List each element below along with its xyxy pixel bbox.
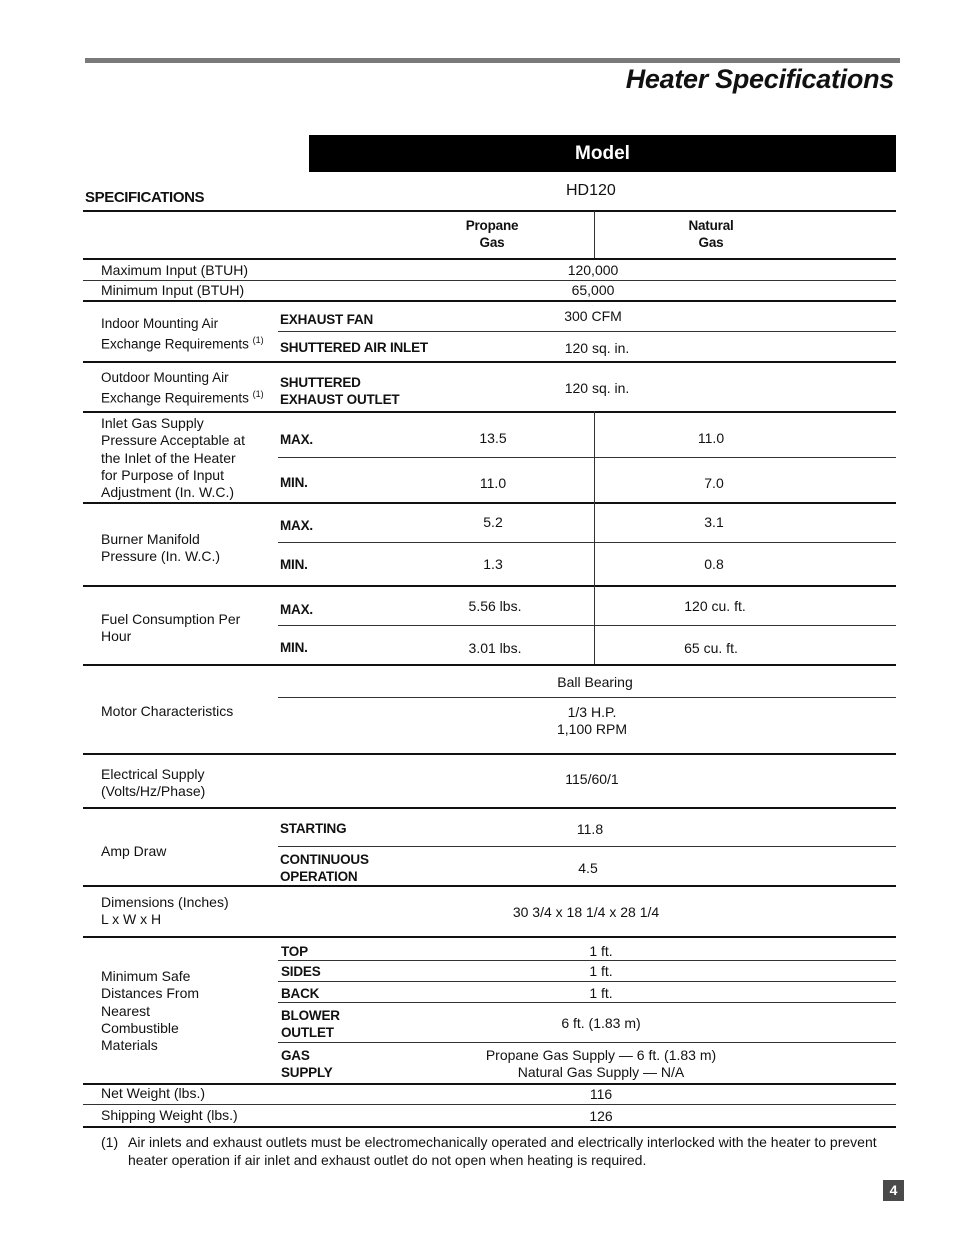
cell-value: 65 cu. ft. — [684, 640, 738, 656]
footnote-ref: (1) — [252, 389, 264, 400]
top-rule — [85, 58, 900, 63]
sub-label: MAX. — [280, 432, 313, 447]
table-rule — [83, 753, 896, 755]
row-label: Net Weight (lbs.) — [101, 1085, 205, 1101]
sub-label: MAX. — [280, 602, 313, 617]
page-number: 4 — [883, 1180, 904, 1201]
table-rule — [278, 1002, 896, 1003]
row-label — [101, 315, 264, 353]
cell-value: Ball Bearing — [557, 674, 633, 690]
cell-value: 120,000 — [567, 262, 619, 278]
cell-value: 300 CFM — [564, 308, 622, 324]
row-label: Dimensions (Inches) L x W x H — [101, 894, 229, 928]
table-rule — [278, 457, 896, 458]
row-label: Shipping Weight (lbs.) — [101, 1107, 238, 1123]
sub-label: MIN. — [280, 640, 308, 655]
table-rule — [83, 1126, 896, 1128]
row-label: Minimum Safe Distances From Nearest Combustible Materials — [101, 968, 200, 1054]
cell-value: 5.56 lbs. — [468, 598, 522, 614]
cell-value: 3.1 — [704, 514, 724, 530]
sub-label: MIN. — [280, 475, 308, 490]
footnote-number: (1) — [101, 1134, 119, 1150]
cell-value: 30 3/4 x 18 1/4 x 28 1/4 — [512, 904, 660, 920]
table-rule — [83, 936, 896, 938]
table-rule — [83, 411, 896, 413]
sub-label: TOP — [281, 944, 308, 959]
table-rule — [278, 331, 896, 332]
table-rule — [83, 1104, 896, 1105]
row-label: Electrical Supply (Volts/Hz/Phase) — [101, 766, 206, 800]
page-title: Heater Specifications — [625, 64, 894, 94]
sub-label: SHUTTERED EXHAUST OUTLET — [280, 375, 400, 407]
cell-value: 1 ft. — [589, 943, 613, 959]
cell-value: 5.2 — [483, 514, 503, 530]
row-label-text: Outdoor Mounting Air Exchange Requirements — [101, 370, 249, 406]
table-rule — [83, 664, 896, 666]
cell-value: 116 — [589, 1086, 613, 1102]
table-rule — [83, 807, 896, 809]
row-label — [101, 369, 264, 407]
cell-value: 126 — [589, 1108, 613, 1124]
specifications-heading: SPECIFICATIONS — [85, 189, 205, 206]
sub-label: GAS SUPPLY — [281, 1048, 333, 1080]
cell-value: 1 ft. — [589, 963, 613, 979]
cell-value: 120 sq. in. — [564, 380, 630, 396]
row-label: Fuel Consumption Per Hour — [101, 611, 241, 645]
cell-value: 115/60/1 — [565, 771, 619, 787]
model-name: HD120 — [566, 182, 616, 199]
footnote-text: Air inlets and exhaust outlets must be electromechanically operated and electrically interlocked with the heater to prevent heater operation if air inlet and exhaust outlet do not open when heating is required. — [128, 1134, 877, 1168]
cell-value: 4.5 — [578, 860, 598, 876]
table-rule — [83, 361, 896, 363]
cell-value: Propane Gas Supply — 6 ft. (1.83 m) Natural Gas Supply — N/A — [485, 1047, 717, 1080]
table-rule — [83, 885, 896, 887]
sub-label: CONTINUOUS OPERATION — [280, 852, 369, 884]
table-rule — [278, 1042, 896, 1043]
col-propane-header: Propane Gas — [465, 218, 519, 250]
table-rule — [83, 502, 896, 504]
column-divider — [594, 585, 595, 664]
table-rule — [83, 300, 896, 302]
sub-label: MAX. — [280, 518, 313, 533]
table-rule — [278, 697, 896, 698]
table-rule — [278, 981, 896, 982]
col-natural-header: Natural Gas — [688, 218, 734, 250]
cell-value: 7.0 — [704, 475, 724, 491]
column-divider — [594, 411, 595, 502]
column-divider — [594, 211, 595, 258]
cell-value: 6 ft. (1.83 m) — [561, 1015, 641, 1031]
sub-label: SHUTTERED AIR INLET — [280, 340, 428, 355]
row-label: Motor Characteristics — [101, 703, 234, 719]
footnote-ref: (1) — [252, 335, 264, 346]
column-divider — [594, 502, 595, 585]
cell-value: 0.8 — [704, 556, 724, 572]
table-rule — [83, 258, 896, 260]
table-rule — [83, 210, 896, 212]
cell-value: 65,000 — [571, 282, 615, 298]
cell-value: 13.5 — [479, 430, 507, 446]
sub-label: SIDES — [281, 964, 321, 979]
cell-value: 11.0 — [479, 475, 507, 491]
footnote — [101, 1133, 891, 1169]
sub-label: MIN. — [280, 557, 308, 572]
cell-value: 1 ft. — [589, 985, 613, 1001]
row-label-text: Indoor Mounting Air Exchange Requirements — [101, 316, 249, 352]
table-rule — [278, 960, 896, 961]
table-rule — [278, 542, 896, 543]
cell-value: 11.8 — [576, 821, 604, 837]
sub-label: STARTING — [280, 821, 347, 836]
row-label: Maximum Input (BTUH) — [101, 262, 249, 278]
cell-value: 120 sq. in. — [564, 340, 630, 356]
cell-value: 1.3 — [483, 556, 503, 572]
sub-label: BLOWER OUTLET — [281, 1008, 340, 1040]
row-label: Inlet Gas Supply Pressure Acceptable at the Inlet of the Heater for Purpose of Input Adjustment (In. W.C.) — [101, 415, 245, 501]
cell-value: 11.0 — [697, 430, 725, 446]
table-rule — [278, 846, 896, 847]
row-label: Burner Manifold Pressure (In. W.C.) — [101, 531, 221, 565]
row-label: Amp Draw — [101, 843, 167, 859]
table-rule — [83, 585, 896, 587]
row-label: Minimum Input (BTUH) — [101, 282, 245, 298]
cell-value: 1/3 H.P. 1,100 RPM — [556, 704, 628, 737]
cell-value: 3.01 lbs. — [468, 640, 522, 656]
table-rule — [83, 280, 896, 281]
model-banner: Model — [309, 135, 896, 172]
sub-label: BACK — [281, 986, 320, 1001]
sub-label: EXHAUST FAN — [280, 312, 374, 327]
cell-value: 120 cu. ft. — [684, 598, 746, 614]
table-rule — [278, 625, 896, 626]
